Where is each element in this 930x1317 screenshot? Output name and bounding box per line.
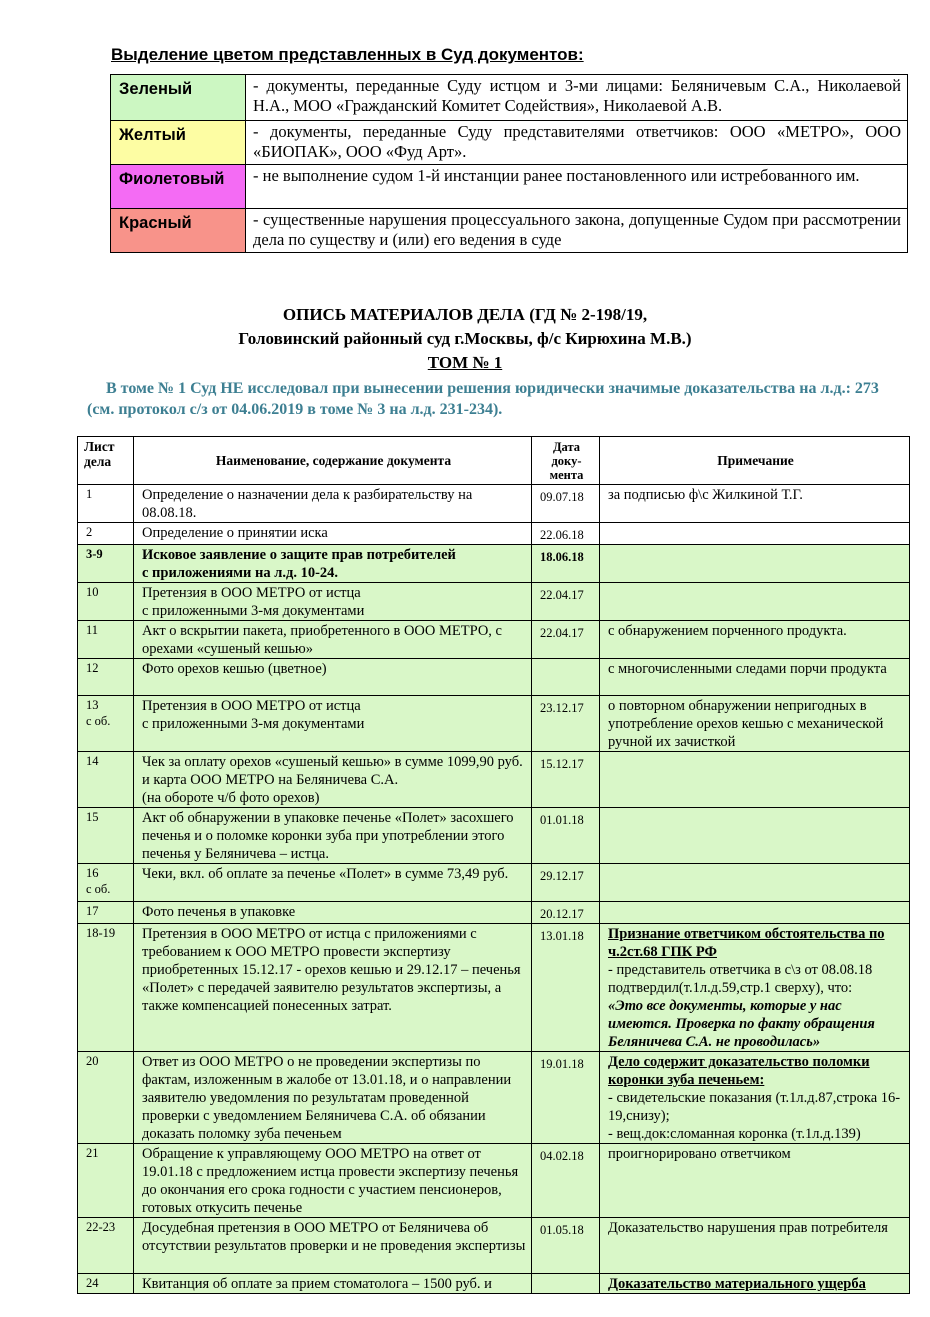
cell-remark xyxy=(600,583,910,621)
header-date: Дата доку- мента xyxy=(532,437,600,485)
cell-remark xyxy=(600,902,910,924)
cell-remark xyxy=(600,696,910,752)
cell-document-name: Определение о назначении дела к разбирательству на 08.08.18. xyxy=(134,485,532,523)
cell-date: 18.06.18 xyxy=(532,545,600,583)
cell-sheet: 20 xyxy=(78,1052,134,1144)
table-row xyxy=(78,621,910,659)
cell-remark xyxy=(600,1052,910,1144)
cell-date: 01.05.18 xyxy=(532,1218,600,1274)
cell-document-name: Чеки, вкл. об оплате за печенье «Полет» в сумме 73,49 руб. xyxy=(134,864,532,902)
cell-sheet: 16 с об. xyxy=(78,864,134,902)
cell-date: 04.02.18 xyxy=(532,1144,600,1218)
cell-remark xyxy=(600,659,910,696)
remark-heading: Дело содержит доказательство поломки коронки зуба печеньем: xyxy=(608,1054,870,1088)
cell-sheet: 10 xyxy=(78,583,134,621)
legend-description: - существенные нарушения процессуального закона, допущенные Судом при рассмотрении дела по существу и (или) его ведения в суде xyxy=(246,209,908,253)
cell-date: 19.01.18 xyxy=(532,1052,600,1144)
cell-remark xyxy=(600,545,910,583)
legend-row xyxy=(111,209,908,253)
legend-row xyxy=(111,121,908,165)
cell-sheet: 11 xyxy=(78,621,134,659)
cell-sheet: 18-19 xyxy=(78,924,134,1052)
table-row xyxy=(78,864,910,902)
cell-document-name: Фото печенья в упаковке xyxy=(134,902,532,924)
remark-heading: Доказательство материального ущерба xyxy=(608,1276,866,1292)
table-row xyxy=(78,523,910,545)
cell-sheet: 22-23 xyxy=(78,1218,134,1274)
cell-sheet: 14 xyxy=(78,752,134,808)
remark-text: за подписью ф\с Жилкиной Т.Г. xyxy=(608,487,803,503)
volume-title: ТОМ № 1 xyxy=(427,353,503,372)
cell-document-name: Определение о принятии иска xyxy=(134,523,532,545)
cell-date: 22.06.18 xyxy=(532,523,600,545)
court-subtitle: Головинский районный суд г.Москвы, ф/с Кирюхина М.В.) xyxy=(238,329,692,348)
table-row xyxy=(78,902,910,924)
remark-text: - представитель ответчика в с\з от 08.08.18 подтвердил(т.1л.д.59,стр.1 сверху), что: xyxy=(608,962,873,996)
cell-date xyxy=(532,1274,600,1294)
cell-remark xyxy=(600,864,910,902)
header-name: Наименование, содержание документа xyxy=(134,437,532,485)
remark-text: - свидетельские показания (т.1л.д.87,строка 16-19,снизу); - вещ.док:сломанная коронка (т.1л.д.139) xyxy=(608,1090,901,1142)
table-row xyxy=(78,545,910,583)
legend-row xyxy=(111,165,908,209)
cell-sheet: 13 с об. xyxy=(78,696,134,752)
header-remark: Примечание xyxy=(600,437,910,485)
cell-document-name: Претензия в ООО МЕТРО от истца с приложенными 3-мя документами xyxy=(134,583,532,621)
table-row xyxy=(78,696,910,752)
cell-remark xyxy=(600,924,910,1052)
cell-remark xyxy=(600,485,910,523)
cell-document-name: Обращение к управляющему ООО МЕТРО на ответ от 19.01.18 с предложением истца провести экспертизу печенья до окончания его срока годности с участием пенсионеров, готовых откусить печенье xyxy=(134,1144,532,1218)
cell-date: 09.07.18 xyxy=(532,485,600,523)
cell-date: 23.12.17 xyxy=(532,696,600,752)
cell-sheet: 21 xyxy=(78,1144,134,1218)
cell-document-name: Претензия в ООО МЕТРО от истца с приложениями с требованием к ООО МЕТРО провести экспертизу приобретенных 15.12.17 - орехов кешью и 29.12.17 – печенья «Полет» с передачей заявителю результатов экспертизы, а также компенсацией понесенных затрат. xyxy=(134,924,532,1052)
table-row xyxy=(78,1274,910,1294)
legend-color-name: Фиолетовый xyxy=(111,165,246,209)
cell-sheet: 1 xyxy=(78,485,134,523)
cell-document-name: Чек за оплату орехов «сушеный кешью» в сумме 1099,90 руб. и карта ООО МЕТРО на Беляничева С.А. (на обороте ч/б фото орехов) xyxy=(134,752,532,808)
legend-row xyxy=(111,75,908,121)
table-row xyxy=(78,808,910,864)
cell-document-name: Квитанция об оплате за прием стоматолога – 1500 руб. и xyxy=(134,1274,532,1294)
cell-remark xyxy=(600,752,910,808)
cell-document-name: Фото орехов кешью (цветное) xyxy=(134,659,532,696)
remark-heading: Признание ответчиком обстоятельства по ч.2ст.68 ГПК РФ xyxy=(608,926,885,960)
cell-date: 22.04.17 xyxy=(532,621,600,659)
remark-text: с многочисленными следами порчи продукта xyxy=(608,661,887,677)
legend-color-name: Зеленый xyxy=(111,75,246,121)
remark-text: с обнаружением порченного продукта. xyxy=(608,623,847,639)
table-row xyxy=(78,583,910,621)
legend-description: - документы, переданные Суду истцом и 3-ми лицами: Беляничевым С.А., Николаевой Н.А., МОО «Гражданский Комитет Содействия», Николаевой А.В. xyxy=(246,75,908,121)
cell-sheet: 2 xyxy=(78,523,134,545)
cell-date: 13.01.18 xyxy=(532,924,600,1052)
table-row xyxy=(78,659,910,696)
cell-remark xyxy=(600,808,910,864)
remark-text: о повторном обнаружении непригодных в употребление орехов кешью с механической ручной их зачисткой xyxy=(608,698,884,750)
cell-date xyxy=(532,659,600,696)
remark-text: проигнорировано ответчиком xyxy=(608,1146,791,1162)
cell-sheet: 17 xyxy=(78,902,134,924)
cell-remark xyxy=(600,1274,910,1294)
table-row xyxy=(78,1052,910,1144)
volume-note: В томе № 1 Суд НЕ исследовал при вынесении решения юридически значимые доказательства на л.д.: 273 (см. протокол с/з от 04.06.2019 в томе № 3 на л.д. 231-234). xyxy=(87,380,879,418)
table-row xyxy=(78,485,910,523)
cell-document-name: Акт об обнаружении в упаковке печенье «Полет» засохшего печенья и о поломке коронки зуба при употреблении этого печенья у Беляничева – истца. xyxy=(134,808,532,864)
cell-document-name: Акт о вскрытии пакета, приобретенного в ООО МЕТРО, с орехами «сушеный кешью» xyxy=(134,621,532,659)
color-legend-table xyxy=(110,74,908,253)
legend-title: Выделение цветом представленных в Суд документов: xyxy=(111,45,584,64)
header-sheet: Лист дела xyxy=(78,437,134,485)
legend-description: - документы, переданные Суду представителями ответчиков: ООО «МЕТРО», ООО «БИОПАК», ООО «Фуд Арт». xyxy=(246,121,908,165)
cell-document-name: Досудебная претензия в ООО МЕТРО от Беляничева об отсутствии результатов проверки и не проведения экспертизы xyxy=(134,1218,532,1274)
table-row xyxy=(78,752,910,808)
table-row xyxy=(78,924,910,1052)
legend-description: - не выполнение судом 1-й инстанции ранее постановленного или истребованного им. xyxy=(246,165,908,209)
cell-date: 15.12.17 xyxy=(532,752,600,808)
cell-sheet: 24 xyxy=(78,1274,134,1294)
table-row xyxy=(78,1218,910,1274)
inventory-title: ОПИСЬ МАТЕРИАЛОВ ДЕЛА (ГД № 2-198/19, xyxy=(282,305,648,324)
cell-date: 22.04.17 xyxy=(532,583,600,621)
table-row xyxy=(78,1144,910,1218)
cell-document-name: Исковое заявление о защите прав потребителей с приложениями на л.д. 10-24. xyxy=(134,545,532,583)
inventory-table xyxy=(77,436,910,1294)
cell-remark xyxy=(600,1218,910,1274)
remark-text: Доказательство нарушения прав потребителя xyxy=(608,1220,888,1236)
cell-date: 01.01.18 xyxy=(532,808,600,864)
cell-remark xyxy=(600,621,910,659)
cell-sheet: 15 xyxy=(78,808,134,864)
cell-sheet: 12 xyxy=(78,659,134,696)
legend-color-name: Желтый xyxy=(111,121,246,165)
cell-document-name: Претензия в ООО МЕТРО от истца с приложенными 3-мя документами xyxy=(134,696,532,752)
cell-date: 29.12.17 xyxy=(532,864,600,902)
cell-remark xyxy=(600,523,910,545)
remark-quote: «Это все документы, которые у нас имеются. Проверка по факту обращения Беляничева С.А. не проводилась» xyxy=(608,998,875,1050)
cell-document-name: Ответ из ООО МЕТРО о не проведении экспертизы по фактам, изложенным в жалобе от 13.01.18, и о направлении заявителю уведомления по результатам проведенной проверки с уведомлением Беляничева С.А. об обязании доказать поломку зуба печеньем xyxy=(134,1052,532,1144)
legend-color-name: Красный xyxy=(111,209,246,253)
cell-sheet: 3-9 xyxy=(78,545,134,583)
cell-remark xyxy=(600,1144,910,1218)
cell-date: 20.12.17 xyxy=(532,902,600,924)
